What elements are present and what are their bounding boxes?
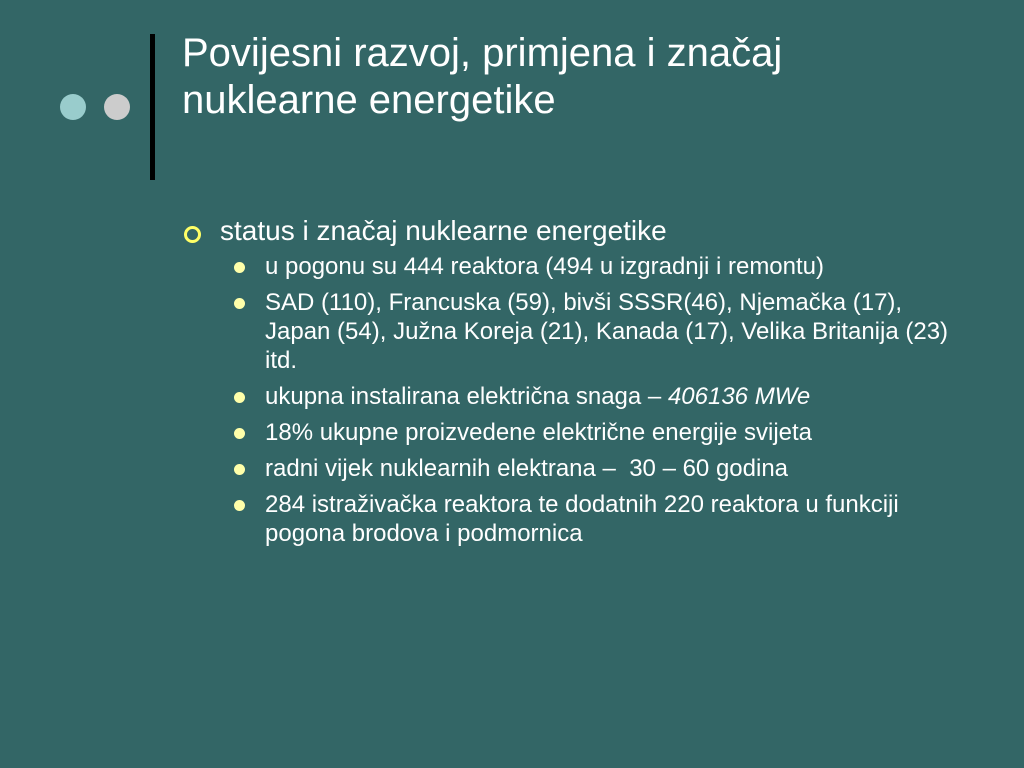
dot-bullet-icon (234, 298, 245, 309)
dot-bullet-icon (234, 262, 245, 273)
title-divider (150, 34, 155, 180)
dot-bullet-icon (234, 428, 245, 439)
slide-title-line-1: Povijesni razvoj, primjena i značaj (182, 31, 783, 75)
dot-bullet-icon (234, 392, 245, 403)
sub-bullet-item (265, 454, 955, 483)
dot-bullet-icon (234, 464, 245, 475)
sub-bullet-text: u pogonu su 444 reaktora (494 u izgradnji i remontu) (265, 253, 825, 280)
sub-bullet-emphasis: 406136 MWe (667, 383, 811, 410)
slide-title-line-2: nuklearne energetike (182, 78, 556, 122)
sub-bullet-item (265, 490, 955, 548)
sub-bullet-text: ukupna instalirana električna snaga – (265, 383, 668, 410)
sub-bullet-text: SAD (110), Francuska (59), bivši SSSR(46), Njemačka (17), Japan (54), Južna Koreja (21), Kanada (17), Velika Britanija (23) itd. (265, 289, 949, 374)
decor-dot-icon (104, 94, 130, 120)
sub-bullet-item (265, 418, 955, 447)
sub-bullet-text: radni vijek nuklearnih elektrana – 30 – 60 godina (265, 455, 789, 482)
decor-dot-icon (60, 94, 86, 120)
main-bullet-text: status i značaj nuklearne energetike (220, 215, 667, 246)
sub-bullet-text: 18% ukupne proizvedene električne energije svijeta (265, 419, 813, 446)
sub-bullet-item (265, 252, 955, 281)
sub-bullet-item (265, 288, 955, 375)
sub-bullet-text: 284 istraživačka reaktora te dodatnih 220 reaktora u funkciji pogona brodova i podmornica (265, 491, 899, 547)
sub-bullet-item (265, 382, 955, 411)
dot-bullet-icon (234, 500, 245, 511)
slide-content (182, 214, 972, 555)
main-bullet-item (182, 214, 972, 248)
ring-bullet-icon (184, 226, 201, 243)
slide-title (182, 30, 982, 124)
sub-bullet-list (182, 252, 972, 548)
